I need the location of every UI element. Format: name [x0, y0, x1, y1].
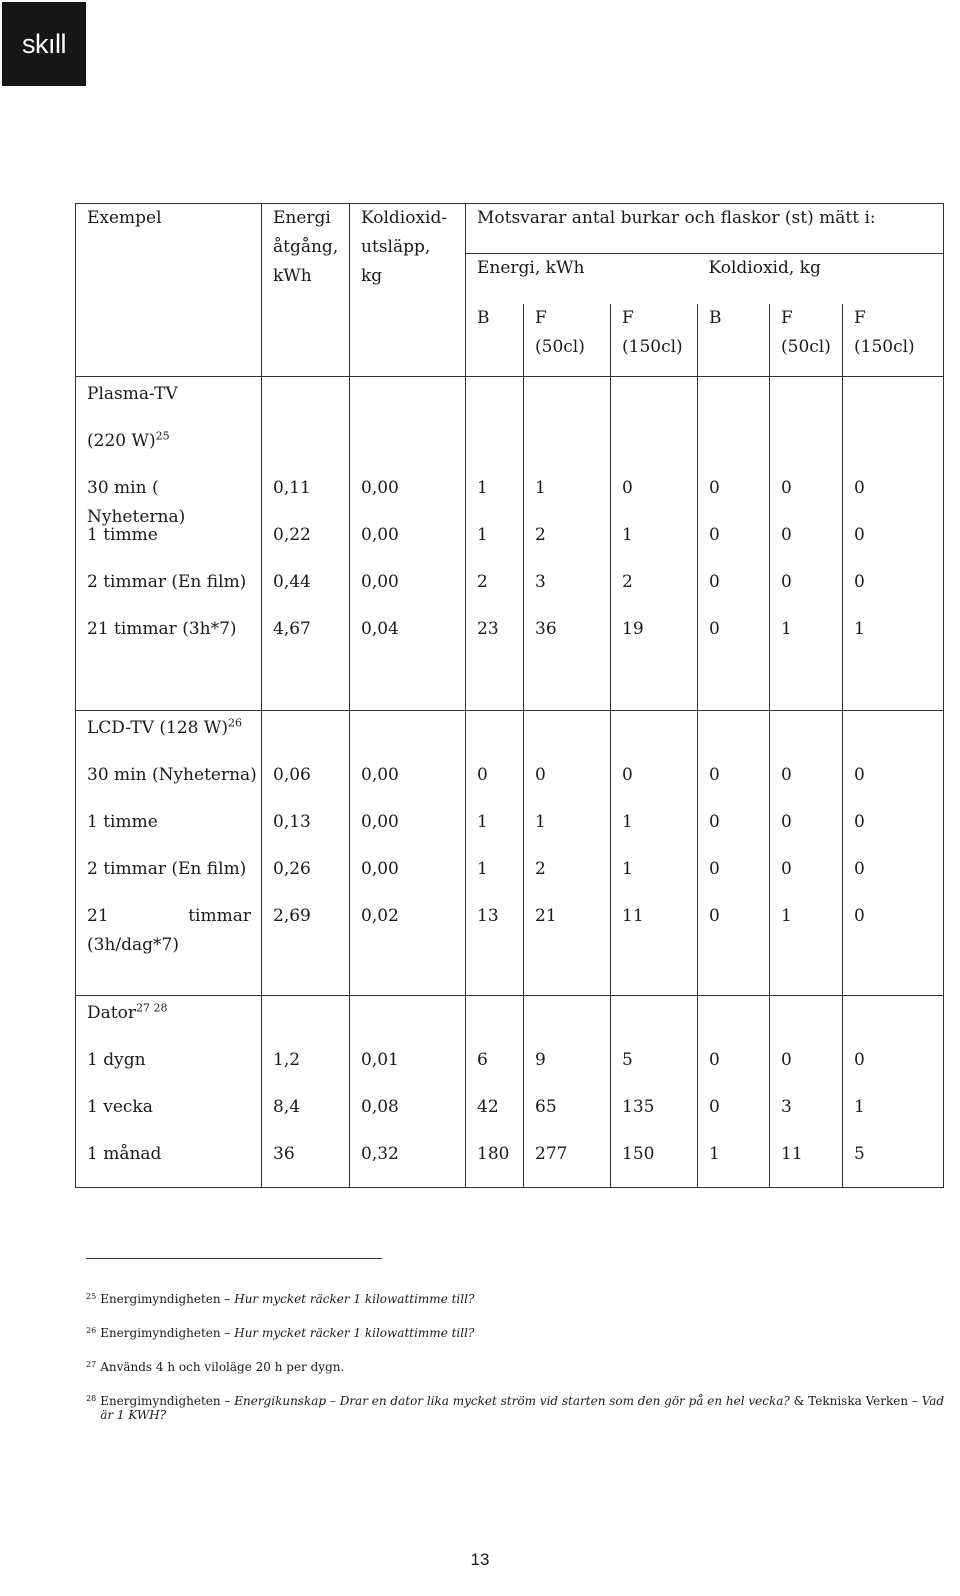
section-title: Dator$^{27 28}$: [87, 1001, 168, 1023]
sub-header: F (150cl): [843, 304, 944, 377]
sub-header: B: [466, 304, 524, 377]
plasma-col-f50-energy: 1 2 3 36: [524, 377, 611, 711]
row-label: 21 timmar (3h/dag*7): [87, 906, 251, 955]
section-title: Plasma-TV: [87, 384, 178, 404]
dator-col-f50-co2: 0 3 11: [770, 996, 843, 1188]
plasma-col-b-co2: 0 0 0 0: [698, 377, 770, 711]
sub-header: F (150cl): [611, 304, 698, 377]
energy-comparison-table: [75, 203, 944, 1188]
row-label: 30 min (Nyheterna): [87, 765, 257, 785]
col-group-energy: Energi, kWh: [466, 254, 698, 304]
col-header-co2: Koldioxid- utsläpp, kg: [350, 204, 466, 377]
footnote-divider: [86, 1258, 382, 1259]
lcd-col-f50-co2: 0 0 0 1: [770, 711, 843, 996]
skill-logo: skıll: [2, 2, 86, 86]
col-header-example: Exempel: [76, 204, 262, 377]
row-label: 2 timmar (En film): [87, 572, 247, 592]
section-cell-plasma-energy: 0,11 0,22 0,44 4,67: [262, 377, 350, 711]
section-cell-plasma-labels: [76, 377, 262, 711]
row-label: 2 timmar (En film): [87, 859, 247, 879]
plasma-col-f50-co2: 0 0 0 1: [770, 377, 843, 711]
col-header-energy: Energi åtgång, kWh: [262, 204, 350, 377]
plasma-col-b-energy: 1 1 2 23: [466, 377, 524, 711]
dator-col-b-co2: 0 0 1: [698, 996, 770, 1188]
lcd-col-b-co2: 0 0 0 0: [698, 711, 770, 996]
section-title: LCD-TV (128 W)$^{26}$: [87, 716, 242, 738]
lcd-col-f150-co2: 0 0 0 0: [843, 711, 944, 996]
section-cell-dator-labels: [76, 996, 262, 1188]
footnote-26: 26 Energimyndigheten – Hur mycket räcker 1 kilowattimme till?: [86, 1326, 475, 1340]
dator-col-f50-energy: 9 65 277: [524, 996, 611, 1188]
row-label: 1 månad: [87, 1144, 162, 1164]
lcd-col-f150-energy: 0 1 1 11: [611, 711, 698, 996]
footnotes: [86, 1292, 946, 1428]
row-label: 1 dygn: [87, 1050, 146, 1070]
footnote-25: 25 Energimyndigheten – Hur mycket räcker 1 kilowattimme till?: [86, 1292, 475, 1306]
section-cell-lcd-energy: 0,06 0,13 0,26 2,69: [262, 711, 350, 996]
lcd-col-f50-energy: 0 1 2 21: [524, 711, 611, 996]
dator-col-b-energy: 6 42 180: [466, 996, 524, 1188]
footnote-28: 28 Energimyndigheten – Energikunskap – Drar en dator lika mycket ström vid starten som den gör på en hel vecka? & Tekniska Verken – Vad är 1 KWH?: [86, 1394, 945, 1422]
sub-header: F (50cl): [770, 304, 843, 377]
row-label: 1 timme: [87, 525, 158, 545]
col-header-equivalent: Motsvarar antal burkar och flaskor (st) mätt i:: [466, 204, 944, 254]
plasma-col-f150-energy: 0 1 2 19: [611, 377, 698, 711]
section-cell-dator-co2: 0,01 0,08 0,32: [350, 996, 466, 1188]
lcd-col-b-energy: 0 1 1 13: [466, 711, 524, 996]
section-row-dator: [76, 996, 944, 1188]
section-row-plasma: [76, 377, 944, 711]
dator-col-f150-co2: 0 1 5: [843, 996, 944, 1188]
footnote-27: 27 Används 4 h och viloläge 20 h per dygn.: [86, 1360, 345, 1374]
sub-header: B: [698, 304, 770, 377]
section-cell-plasma-co2: 0,00 0,00 0,00 0,04: [350, 377, 466, 711]
page-number: 13: [470, 1550, 490, 1569]
section-cell-lcd-labels: [76, 711, 262, 996]
section-subtitle: (220 W)$^{25}$: [87, 429, 170, 451]
row-label: 30 min ( Nyheterna): [87, 478, 186, 527]
section-cell-lcd-co2: 0,00 0,00 0,00 0,02: [350, 711, 466, 996]
section-row-lcd: [76, 711, 944, 996]
header-row: [76, 204, 944, 254]
plasma-col-f150-co2: 0 0 0 1: [843, 377, 944, 711]
sub-header: F (50cl): [524, 304, 611, 377]
section-cell-dator-energy: 1,2 8,4 36: [262, 996, 350, 1188]
row-label: 1 timme: [87, 812, 158, 832]
row-label: 1 vecka: [87, 1097, 153, 1117]
row-label: 21 timmar (3h*7): [87, 619, 237, 639]
dator-col-f150-energy: 5 135 150: [611, 996, 698, 1188]
col-group-co2: Koldioxid, kg: [698, 254, 944, 304]
